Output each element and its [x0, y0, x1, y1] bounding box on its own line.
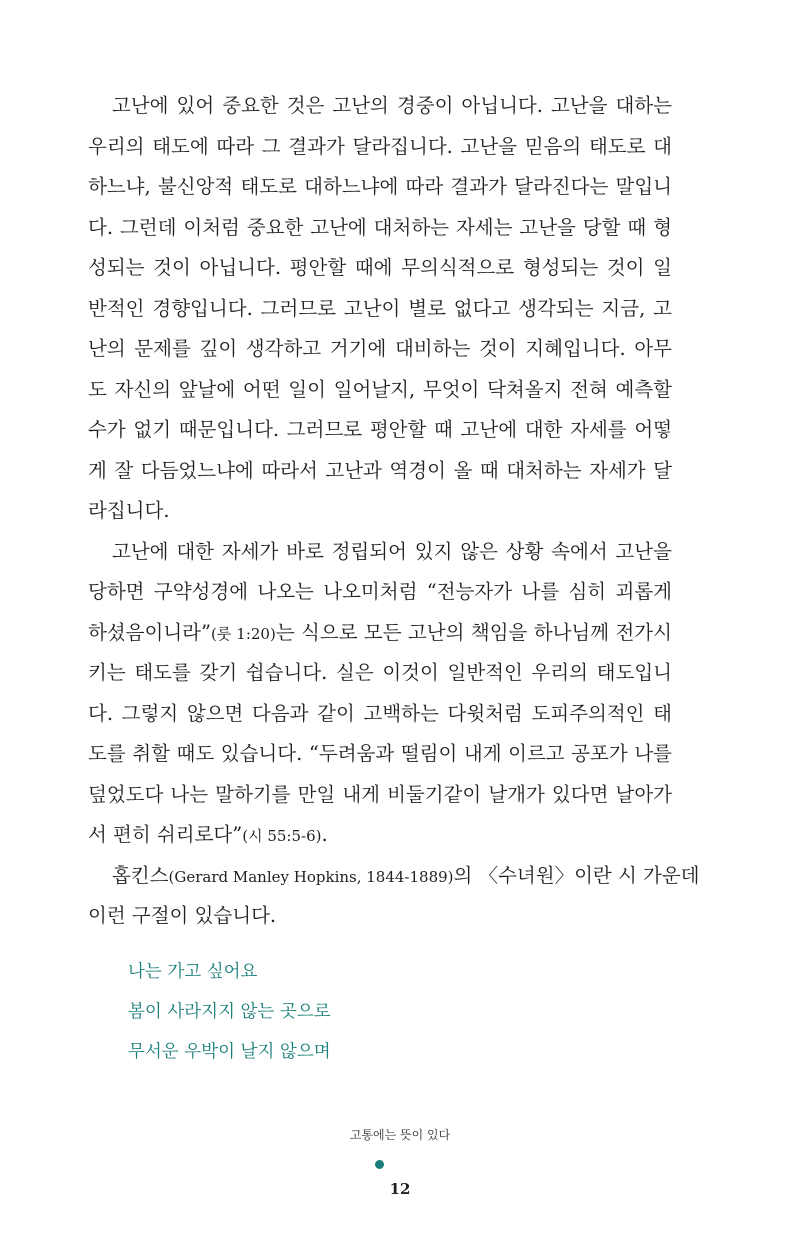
paragraph-1-line-6: 반적인 경향입니다. 그러므로 고난이 별로 없다고 생각되는 지금, 고: [88, 296, 672, 320]
footer-dot-icon: [375, 1160, 384, 1169]
paragraph-1-line-5: 성되는 것이 아닙니다. 평안할 때에 무의식적으로 형성되는 것이 일: [88, 256, 672, 279]
poem-line-1: 나는 가고 싶어요: [128, 962, 258, 982]
paragraph-2-line-8-end: .: [321, 823, 328, 846]
paragraph-3-line-1-end: 의 〈수녀원〉이란 시 가운데: [453, 863, 700, 887]
paragraph-3-line-1-start: 홉킨스: [112, 863, 169, 887]
paragraph-2-line-7: 덮었도다 나는 말하기를 만일 내게 비둘기같이 날개가 있다면 날아가: [88, 782, 672, 806]
paragraph-2-line-8-start: 서 편히 쉬리로다”: [88, 823, 243, 846]
paragraph-2-line-3: [88, 613, 672, 654]
paragraph-1-line-3: 하느냐, 불신앙적 태도로 대하느냐에 따라 결과가 달라진다는 말입니: [88, 175, 672, 198]
paragraph-1-line-10: 게 잘 다듬었느냐에 따라서 고난과 역경이 올 때 대처하는 자세가 달: [88, 458, 672, 482]
poem-line-2: 봄이 사라지지 않는 곳으로: [128, 1002, 331, 1022]
bible-reference-ruth: (룻 1:20): [211, 624, 276, 643]
paragraph-2-line-6: 도를 취할 때도 있습니다. “두려움과 떨림이 내게 이르고 공포가 나를: [88, 742, 672, 765]
paragraph-2-line-5: 다. 그렇지 않으면 다음과 같이 고백하는 다윗처럼 도피주의적인 태: [88, 701, 672, 725]
paragraph-2-line-3-start: 하셨음이니라”: [88, 620, 211, 644]
bible-reference-psalms: (시 55:5-6): [242, 827, 322, 845]
poem-quote: [128, 952, 331, 1072]
paragraph-1-line-11: 라집니다.: [88, 499, 170, 522]
page-number: 12: [389, 1180, 411, 1198]
paragraph-1-line-8: 도 자신의 앞날에 어떤 일이 일어날지, 무엇이 닥쳐올지 전혀 예측할: [88, 377, 672, 401]
poem-line-3: 무서운 우박이 날지 않으며: [128, 1042, 331, 1062]
paragraph-1-line-1: 고난에 있어 중요한 것은 고난의 경중이 아닙니다. 고난을 대하는: [112, 94, 672, 117]
paragraph-1-line-2: 우리의 태도에 따라 그 결과가 달라집니다. 고난을 믿음의 태도로 대: [88, 134, 672, 158]
paragraph-2-line-8: [88, 815, 672, 856]
paragraph-3-line-2: 이런 구절이 있습니다.: [88, 904, 277, 927]
running-footer-title: 고통에는 뜻이 있다: [349, 1128, 451, 1142]
paragraph-2-line-3-end: 는 식으로 모든 고난의 책임을 하나님께 전가시: [275, 620, 672, 644]
paragraph-1-line-7: 난의 문제를 깊이 생각하고 거기에 대비하는 것이 지혜입니다. 아무: [88, 337, 672, 360]
paragraph-2-line-2: 당하면 구약성경에 나오는 나오미처럼 “전능자가 나를 심히 괴롭게: [88, 580, 672, 603]
paragraph-2-line-4: 키는 태도를 갖기 쉽습니다. 실은 이것이 일반적인 우리의 태도입니: [88, 661, 672, 684]
body-text: [88, 86, 700, 937]
paragraph-1-line-9: 수가 없기 때문입니다. 그러므로 평안할 때 고난에 대한 자세를 어떻: [88, 418, 672, 441]
paragraph-1-line-4: 다. 그런데 이처럼 중요한 고난에 대처하는 자세는 고난을 당할 때 형: [88, 215, 672, 239]
paragraph-2-line-1: 고난에 대한 자세가 바로 정립되어 있지 않은 상황 속에서 고난을: [112, 539, 672, 563]
poet-name: (Gerard Manley Hopkins, 1844-1889): [168, 867, 454, 886]
paragraph-3-line-1: [88, 856, 700, 897]
